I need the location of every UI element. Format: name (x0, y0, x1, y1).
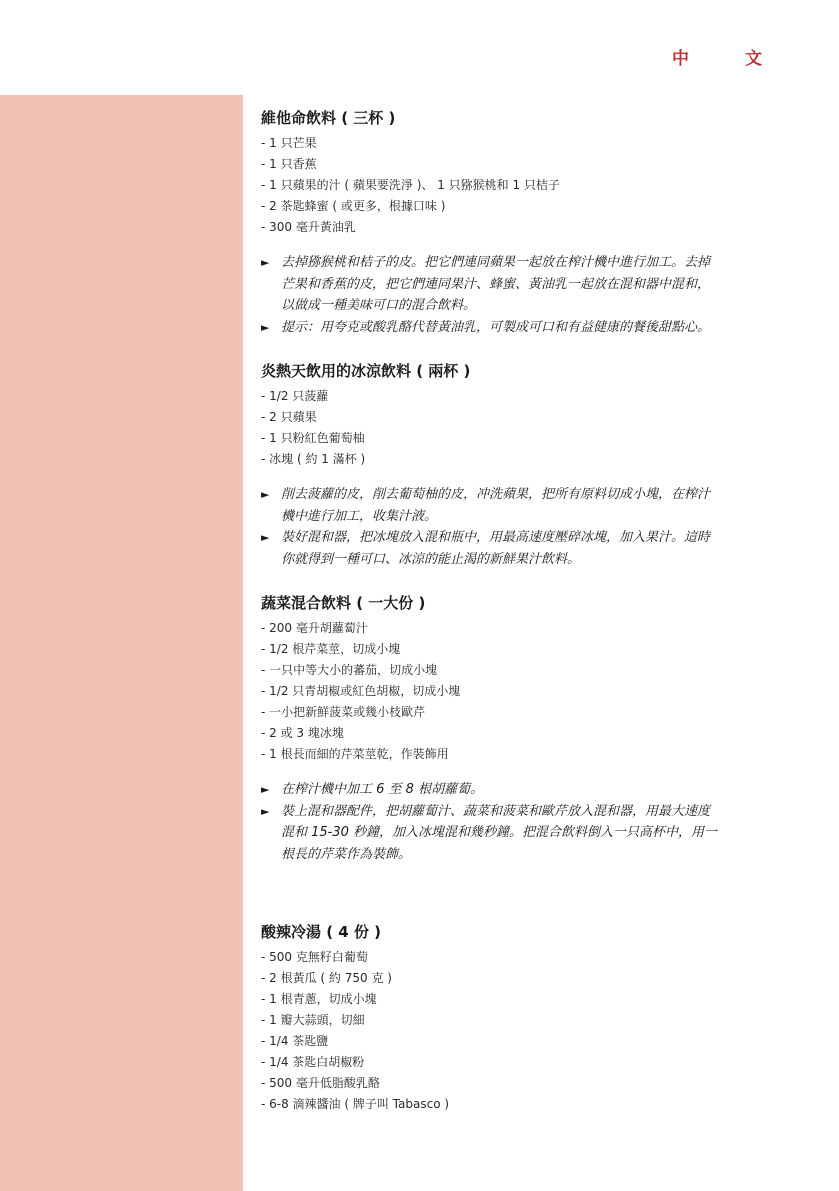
ingredient: - 冰塊 ( 約 1 滿杯 ) (261, 452, 366, 466)
ingredient: - 2 根黃瓜 ( 約 750 克 ) (261, 971, 392, 985)
ingredient: - 1/2 根芹菜莖，切成小塊 (261, 642, 401, 656)
ingredient: - 200 毫升胡蘿蔔汁 (261, 621, 368, 635)
ingredient: - 2 或 3 塊冰塊 (261, 726, 344, 740)
sidebar-panel (0, 95, 243, 1191)
ingredient: - 300 毫升黃油乳 (261, 220, 356, 234)
ingredient: - 1/2 只青胡椒或紅色胡椒，切成小塊 (261, 684, 461, 698)
ingredient: - 1/2 只菠蘿 (261, 389, 329, 403)
ingredient: - 一只中等大小的蕃茄，切成小塊 (261, 663, 438, 677)
recipe-title: 炎熱天飲用的冰涼飲料 ( 兩杯 ) (261, 362, 471, 380)
instruction-step: ► 去掉猕猴桃和桔子的皮。把它們連同蘋果一起放在榨汁機中進行加工。去掉芒果和香蕉的皮，把它們連同果汁、蜂蜜、黃油乳一起放在混和器中混和，以做成一種美味可口的混合飲料。 (261, 252, 721, 317)
language-char-1: 中 (672, 49, 689, 69)
ingredient: - 1 瓣大蒜頭，切細 (261, 1013, 365, 1027)
recipe-vegetable-drink (261, 592, 721, 865)
recipe-title: 維他命飲料 ( 三杯 ) (261, 109, 396, 127)
ingredient: - 500 毫升低脂酸乳酪 (261, 1076, 380, 1090)
instruction-step: ► 裝上混和器配件，把胡蘿蔔汁、蔬菜和菠菜和歐芹放入混和器，用最大速度混和 15-30 秒鐘，加入冰塊混和幾秒鐘。把混合飲料倒入一只高杯中，用一根長的芹菜作為裝飾。 (261, 801, 721, 866)
ingredient: - 6-8 滴辣醬油 ( 牌子叫 Tabasco ) (261, 1097, 450, 1111)
arrow-bullet-icon: ► (261, 531, 270, 544)
recipe-content (261, 107, 721, 1115)
language-label (672, 44, 762, 69)
recipe-title: 蔬菜混合飲料 ( 一大份 ) (261, 594, 426, 612)
arrow-bullet-icon: ► (261, 804, 270, 818)
ingredient: - 1 根長而細的芹菜莖乾，作裝飾用 (261, 747, 449, 761)
instruction-step: ► 裝好混和器，把冰塊放入混和瓶中，用最高速度壓碎冰塊，加入果汁。這時你就得到一種可口、冰涼的能止渴的新鮮果汁飲料。 (261, 527, 721, 570)
instruction-step: ► 提示：用夸克或酸乳酪代替黃油乳，可製成可口和有益健康的餐後甜點心。 (261, 317, 721, 339)
language-char-2: 文 (745, 49, 762, 69)
ingredient: - 1 只芒果 (261, 136, 317, 150)
instruction-step: ► 削去菠蘿的皮，削去葡萄柚的皮，冲洗蘋果，把所有原料切成小塊，在榨汁機中進行加工，收集汁液。 (261, 484, 721, 527)
ingredient: - 一小把新鮮菠菜或幾小枝歐芹 (261, 705, 426, 719)
ingredient: - 1/4 茶匙鹽 (261, 1034, 329, 1048)
recipe-vitamin-drink (261, 107, 721, 338)
ingredient: - 1 只粉紅色葡萄柚 (261, 431, 365, 445)
recipe-cold-soup (261, 921, 721, 1115)
ingredient: - 1/4 茶匙白胡椒粉 (261, 1055, 365, 1069)
ingredient: - 1 根青蔥，切成小塊 (261, 992, 377, 1006)
ingredient: - 2 茶匙蜂蜜 ( 或更多，根據口味 ) (261, 199, 446, 213)
ingredient: - 1 只蘋果的汁 ( 蘋果要洗淨 )、 1 只猕猴桃和 1 只桔子 (261, 178, 560, 192)
arrow-bullet-icon: ► (261, 783, 270, 796)
recipe-title: 酸辣冷湯 ( 4 份 ) (261, 923, 382, 941)
ingredient: - 1 只香蕉 (261, 157, 317, 171)
instruction-step: ► 在榨汁機中加工 6 至 8 根胡蘿蔔。 (261, 779, 721, 801)
ingredient: - 2 只蘋果 (261, 410, 317, 424)
arrow-bullet-icon: ► (261, 320, 270, 334)
arrow-bullet-icon: ► (261, 256, 270, 269)
recipe-cool-drink (261, 360, 721, 570)
arrow-bullet-icon: ► (261, 488, 270, 501)
ingredient: - 500 克無籽白葡萄 (261, 950, 368, 964)
